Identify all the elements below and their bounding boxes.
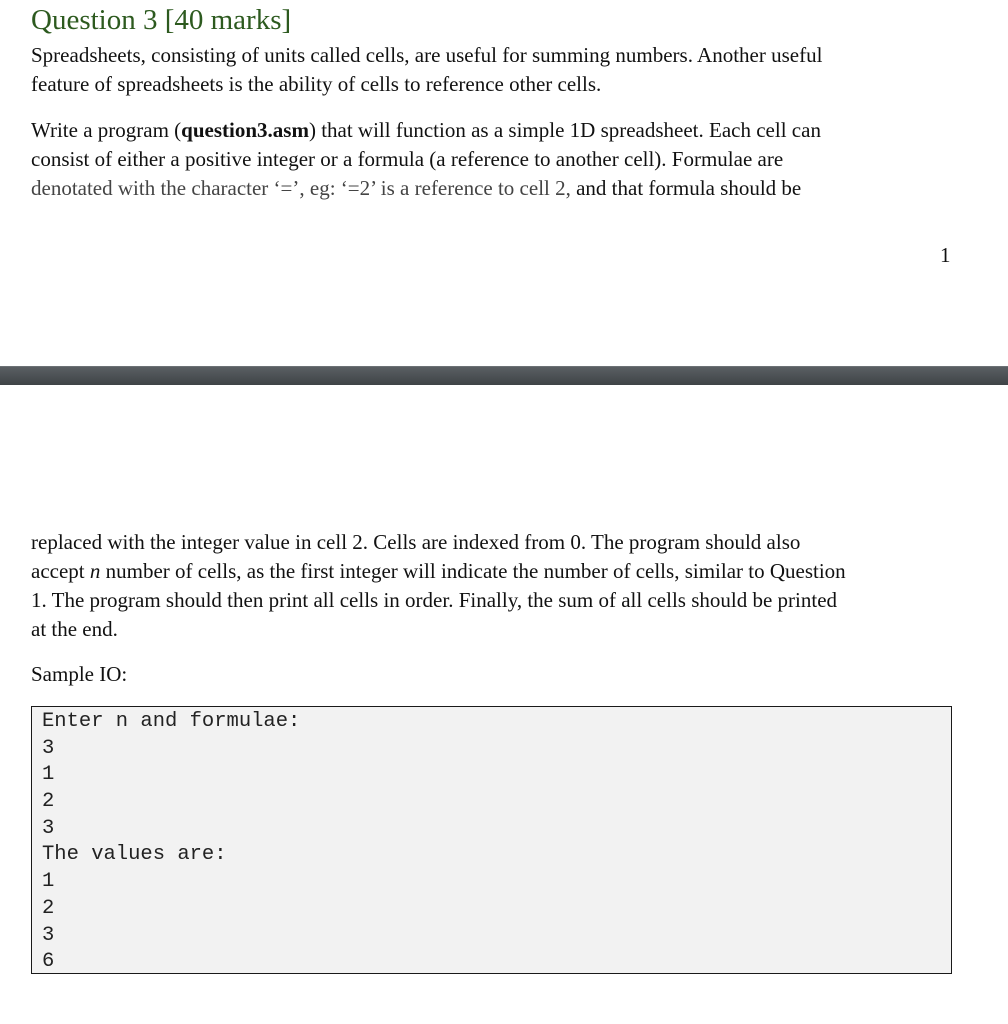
continuation-line-1: replaced with the integer value in cell 2. Cells are indexed from 0. The program should also [31,530,801,554]
sample-io-box [31,706,952,974]
sample-io-label: Sample IO: [31,662,128,686]
page-separator [0,366,1008,386]
task-line-3 [31,174,971,203]
task-line-2: consist of either a positive integer or a formula (a reference to another cell). Formulae are [31,147,784,171]
code-line: 2 [42,790,55,814]
page-number: 1 [940,243,951,267]
task-line-3-end: and that formula should be [570,176,802,200]
task-line-1-end: ) that will function as a simple 1D spreadsheet. Each cell can [308,118,821,142]
code-line: The values are: [42,843,227,867]
continuation-paragraph [31,528,971,644]
document-page-top [0,0,1008,366]
task-paragraph [31,116,971,203]
task-line-1-start: Write a program ( [31,118,182,142]
intro-paragraph [31,41,971,99]
task-line-1 [31,116,971,145]
continuation-line-2-start: accept [31,559,90,583]
code-line: Enter n and formulae: [42,710,301,733]
code-line: 3 [42,923,55,947]
continuation-line-4: at the end. [31,617,118,641]
code-line: 3 [42,736,55,760]
continuation-line-2-end: number of cells, as the first integer will indicate the number of cells, similar to Question [100,559,846,583]
code-line: 2 [42,896,55,920]
variable-n: n [89,559,101,583]
question-heading: Question 3 [40 marks] [31,4,292,36]
continuation-line-2 [31,557,971,586]
intro-line-2: feature of spreadsheets is the ability of cells to reference other cells. [31,72,602,96]
program-filename: question3.asm [181,118,309,142]
code-line: 1 [42,763,55,787]
code-line: 6 [42,950,55,974]
intro-line-1: Spreadsheets, consisting of units called cells, are useful for summing numbers. Another useful [31,43,823,67]
formula-description: denotated with the character ‘=’, eg: ‘=2’ is a reference to cell 2, [31,176,571,200]
continuation-line-3: 1. The program should then print all cells in order. Finally, the sum of all cells should be printed [31,588,838,612]
code-line: 3 [42,816,55,840]
code-line: 1 [42,870,55,894]
